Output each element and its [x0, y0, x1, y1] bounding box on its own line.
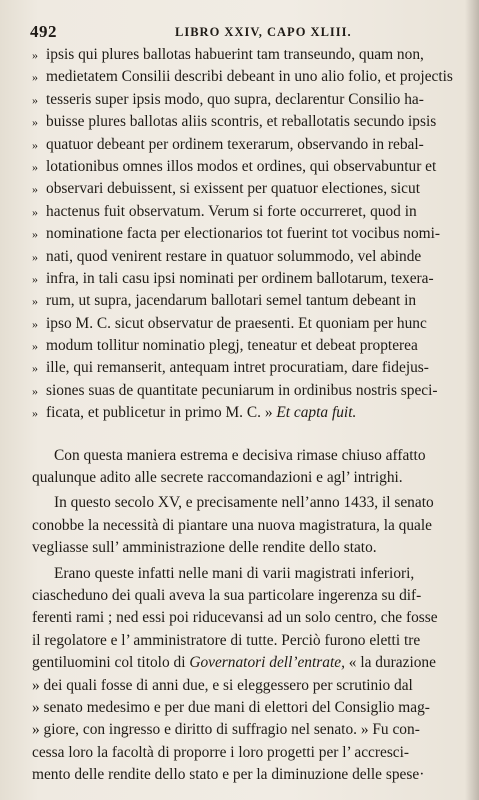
- quote-line-text: quatuor debeant per ordinem texerarum, observando in rebal-: [46, 135, 424, 153]
- quote-line: [32, 313, 462, 335]
- italic-title: Governatori dell’entrate,: [189, 654, 345, 672]
- text-line: In questo secolo XV, e precisamente nell’anno 1433, il senato: [54, 494, 434, 512]
- quote-line-text: ille, qui remanserit, antequam intret procuratiam, dare fidejus-: [46, 359, 429, 377]
- quote-line: [32, 44, 462, 66]
- paragraph-2: [32, 492, 462, 559]
- text-line: [32, 607, 462, 629]
- quote-line-text: ipsis qui plures ballotas habuerint tam transeundo, quam non,: [46, 46, 424, 63]
- quote-line: [32, 380, 462, 402]
- quote-line: [32, 156, 462, 178]
- quote-line-text: buisse plures ballotas aliis scontris, et reballotatis secundo ipsis: [46, 113, 437, 131]
- guillemet-mark: »: [32, 271, 38, 286]
- guillemet-mark: »: [32, 92, 38, 107]
- guillemet-mark: »: [32, 339, 38, 354]
- quote-line-text: infra, in tali casu ipsi nominati per ordinem ballotarum, texera-: [46, 269, 434, 287]
- quote-line-text: lotationibus omnes illos modos et ordines, qui observabuntur et: [46, 157, 437, 175]
- quote-line: [32, 223, 462, 245]
- text-line: [32, 675, 462, 697]
- quote-line-text: nominatione facta per electionarios tot fuerint tot vocibus nomi-: [46, 225, 441, 243]
- text-line-segment: Erano queste infatti nelle mani di varii magistrati inferiori,: [54, 564, 415, 582]
- text-line-segment: il regolatore e l’ amministratore di tutte. Perciò furono eletti tre: [32, 631, 421, 649]
- quote-line-text: ficata, et publicetur in primo M. C. »: [46, 404, 273, 422]
- quote-line-text: ipso M. C. sicut observatur de praesenti. Et quoniam per hunc: [46, 314, 427, 332]
- quote-line-text: hactenus fuit observatum. Verum si forte occurreret, quod in: [46, 202, 417, 220]
- text-line-segment: gentiluomini col titolo di: [32, 654, 190, 672]
- text-line-segment: mento delle rendite dello stato e per la diminuzione delle spese·: [32, 766, 425, 784]
- text-line-segment: » giore, con ingresso e diritto di suffragio nel senato. » Fu con-: [32, 721, 420, 739]
- quote-line-text: observari debuissent, si exissent per quatuor electiones, sicut: [46, 180, 420, 198]
- guillemet-mark: »: [32, 137, 38, 152]
- text-line: [32, 697, 462, 719]
- text-line-segment: cessa loro la facoltà di proporre i loro progetti per l’ accresci-: [32, 743, 410, 761]
- text-line: [32, 563, 462, 585]
- quote-line: [32, 335, 462, 357]
- page-gutter-shadow: [465, 0, 479, 800]
- paragraph-1: [32, 445, 462, 490]
- text-line: Con questa maniera estrema e decisiva rimase chiuso affatto: [54, 446, 426, 464]
- quote-line: [32, 246, 462, 268]
- quote-line: [32, 178, 462, 200]
- text-line: qualunque adito alle secrete raccomandazioni e agl’ intrighi.: [32, 469, 403, 487]
- text-line: conobbe la necessità di piantare una nuova magistratura, la quale: [32, 516, 432, 534]
- guillemet-mark: »: [32, 204, 38, 219]
- quote-line-text: tesseris super ipsis modo, quo supra, declarentur Consilio ha-: [46, 90, 424, 108]
- text-line-segment: ferenti rami ; ned essi poi riducevansi ad un solo centro, che fosse: [32, 609, 438, 627]
- quote-line: [32, 268, 462, 290]
- text-line-tail: « la durazione: [344, 654, 436, 672]
- guillemet-mark: »: [32, 159, 38, 174]
- text-block: [32, 44, 462, 787]
- guillemet-mark: »: [32, 249, 38, 264]
- quote-line: [32, 290, 462, 312]
- page-header: [30, 22, 458, 42]
- quote-line: [32, 201, 462, 223]
- quote-line: [32, 66, 462, 88]
- text-line: vegliasse sull’ amministrazione delle rendite dello stato.: [32, 539, 377, 557]
- quote-line-text: nati, quod venirent restare in quatuor solummodo, vel abinde: [46, 247, 422, 265]
- quote-line-text: siones suas de quantitate pecuniarum in ordinibus nostris speci-: [46, 381, 438, 399]
- text-line: [32, 630, 462, 652]
- paragraph-3: [32, 563, 462, 787]
- guillemet-mark: »: [32, 406, 38, 421]
- guillemet-mark: »: [32, 182, 38, 197]
- quote-line-text: medietatem Consilii describi debeant in uno alio folio, et projectis: [46, 68, 453, 86]
- text-line: [32, 742, 462, 764]
- text-line-segment: » dei quali fosse di anni due, e si eleggessero per scrutinio dal: [32, 676, 413, 694]
- guillemet-mark: »: [32, 70, 38, 85]
- quote-line: [32, 134, 462, 156]
- guillemet-mark: »: [32, 48, 38, 62]
- text-line-segment: ciascheduno dei quali aveva la sua particolare ingerenza su dif-: [32, 586, 422, 604]
- quote-line: [32, 402, 462, 424]
- text-line-segment: » senato medesimo e per due mani di elettori del Consiglio mag-: [32, 698, 430, 716]
- guillemet-mark: »: [32, 383, 38, 398]
- guillemet-mark: »: [32, 361, 38, 376]
- guillemet-mark: »: [32, 115, 38, 130]
- guillemet-mark: »: [32, 294, 38, 309]
- quote-line-text: rum, ut supra, jacendarum ballotari semel tantum debeant in: [46, 292, 417, 310]
- guillemet-mark: »: [32, 316, 38, 331]
- quote-line-text: modum tollitur nominatio plegj, teneatur et debeat propterea: [46, 337, 418, 355]
- text-line: [32, 585, 462, 607]
- guillemet-mark: »: [32, 227, 38, 242]
- quote-italic-tail: Et capta fuit.: [272, 404, 357, 422]
- text-line: [32, 764, 462, 786]
- latin-quotation: [32, 44, 462, 425]
- page-number: 492: [30, 22, 57, 41]
- quote-line: [32, 357, 462, 379]
- running-head: LIBRO XXIV, CAPO XLIII.: [175, 25, 352, 39]
- text-line: [32, 652, 462, 674]
- quote-line: [32, 111, 462, 133]
- text-line: [32, 719, 462, 741]
- quote-line: [32, 89, 462, 111]
